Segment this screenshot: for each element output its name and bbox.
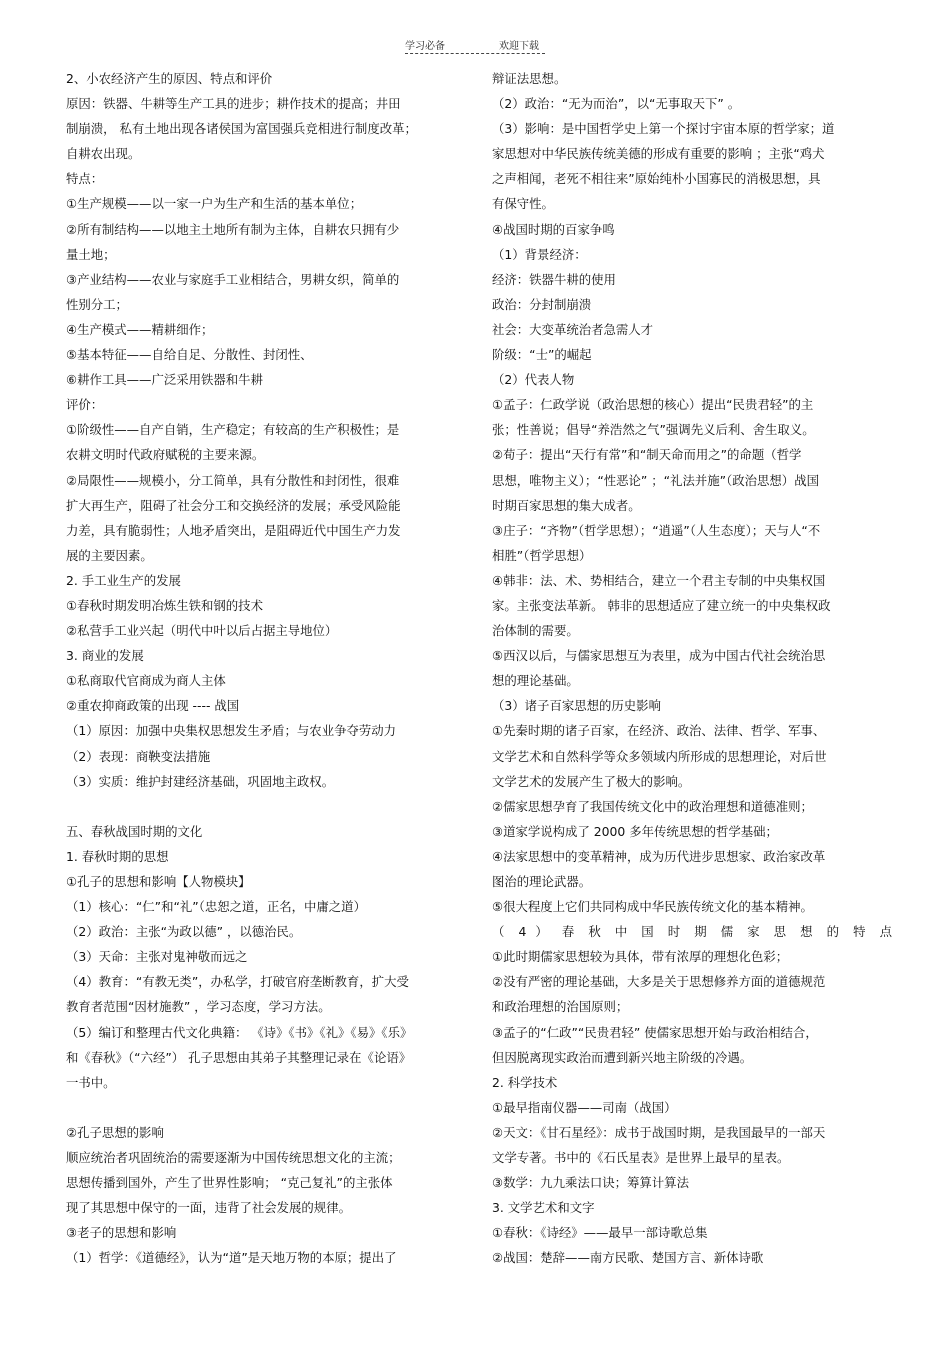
right-text-line: ①春秋：《诗经》——最早一部诗歌总集 — [492, 1225, 708, 1241]
left-text-line: 2、小农经济产生的原因、特点和评价 — [66, 71, 273, 86]
right-column — [492, 66, 892, 1271]
left-text-line: 量土地； — [66, 246, 116, 262]
left-text-line: 性别分工； — [66, 296, 128, 312]
right-text-line: 治体制的需要。 — [492, 623, 579, 639]
right-text-line: 但因脱离现实政治而遭到新兴地主阶级的冷遇。 — [492, 1049, 753, 1065]
right-text-line: ④战国时期的百家争鸣 — [492, 221, 615, 237]
right-text-line: ④韩非：法、术、势相结合，建立一个君主专制的中央集权国 — [492, 572, 826, 588]
left-text-line: （5）编订和整理古代文化典籍： 《诗》《书》《礼》《易》《乐》 — [66, 1024, 413, 1040]
right-text-line: 社会：大变革统治者急需人才 — [492, 321, 654, 337]
right-text-line: ①先秦时期的诸子百家，在经济、政治、法律、哲学、军事、 — [492, 723, 826, 739]
left-text-line: 农耕文明时代政府赋税的主要来源。 — [66, 447, 265, 463]
header-right-text: 欢迎下载 — [499, 41, 539, 52]
right-text-line: ③数学：九九乘法口诀；筹算计算法 — [492, 1175, 689, 1191]
right-text-line: ②战国：楚辞——南方民歌、楚国方言、新体诗歌 — [492, 1250, 764, 1266]
right-text-line: （3）影响：是中国哲学史上第一个探讨宇宙本原的哲学家；道 — [492, 121, 835, 137]
right-text-line: ⑤西汉以后，与儒家思想互为表里，成为中国古代社会统治思 — [492, 648, 826, 664]
right-text-line: 和政治理想的治国原则； — [492, 999, 629, 1015]
left-text-line: ⑤基本特征——自给自足、分散性、封闭性、 — [66, 347, 313, 363]
left-text-line: 扩大再生产，阻碍了社会分工和交换经济的发展；承受风险能 — [66, 497, 401, 513]
left-text-line: 制崩溃， 私有土地出现各诸侯国为富国强兵竞相进行制度改革； — [66, 121, 417, 137]
left-text-line: 顺应统治者巩固统治的需要逐渐为中国传统思想文化的主流； — [66, 1150, 401, 1166]
left-text-line: ②私营手工业兴起（明代中叶以后占据主导地位） — [66, 623, 338, 639]
left-text-line: ②局限性——规模小，分工简单，具有分散性和封闭性，很难 — [66, 472, 400, 488]
left-text-line: 评价： — [66, 397, 104, 413]
right-text-line: 辩证法思想。 — [492, 71, 567, 86]
right-text-line: 家。主张变法革新。 韩非的思想适应了建立统一的中央集权政 — [492, 597, 831, 613]
left-text-line: 自耕农出现。 — [66, 146, 141, 162]
left-text-line: 特点： — [66, 171, 104, 187]
left-text-line: 现了其思想中保守的一面，违背了社会发展的规律。 — [66, 1200, 351, 1216]
left-text-line: ②孔子思想的影响 — [66, 1124, 164, 1140]
right-text-line: ④法家思想中的变革精神，成为历代进步思想家、政治家改革 — [492, 848, 826, 864]
right-text-line: 政治：分封制崩溃 — [492, 296, 592, 312]
right-text-line: 想的理论基础。 — [492, 673, 579, 689]
right-text-line: 文学艺术的发展产生了极大的影响。 — [492, 773, 691, 789]
right-text-line: 阶级：“士”的崛起 — [492, 347, 592, 363]
left-text-line: （3）天命：主张对鬼神敬而远之 — [66, 949, 248, 965]
right-text-line: 张；性善说；倡导“养浩然之气”强调先义后利、舍生取义。 — [492, 422, 815, 438]
right-text-line: 思想，唯物主义）；“性恶论” ；“礼法并施”（政治思想）战国 — [492, 472, 819, 488]
right-text-line: 相胜”（哲学思想） — [492, 547, 592, 563]
right-text-line: 时期百家思想的集大成者。 — [492, 497, 641, 513]
right-text-line: 有保守性。 — [492, 196, 554, 212]
right-text-line: 2. 科学技术 — [492, 1074, 558, 1090]
left-text-line: ①春秋时期发明冶炼生铁和钢的技术 — [66, 597, 263, 613]
left-column — [66, 66, 456, 1271]
left-text-line: ⑥耕作工具——广泛采用铁器和牛耕 — [66, 372, 263, 388]
right-text-line: ②天文：《甘石星经》：成书于战国时期，是我国最早的一部天 — [492, 1124, 826, 1140]
right-text-line: 经济：铁器牛耕的使用 — [492, 271, 616, 287]
left-text-line: 2. 手工业生产的发展 — [66, 572, 181, 588]
left-text-line: ①孔子的思想和影响【人物模块】 — [66, 874, 251, 889]
right-text-line: ②荀子：提出“天行有常”和“制天命而用之”的命题（哲学 — [492, 447, 802, 463]
header-left-text: 学习必备 — [405, 41, 445, 52]
left-text-line: ①生产规模——以一家一户为生产和生活的基本单位； — [66, 196, 363, 212]
left-text-line: （1）原因：加强中央集权思想发生矛盾；与农业争夺劳动力 — [66, 723, 397, 739]
right-text-line: 家思想对中华民族传统美德的形成有重要的影响 ；主张“鸡犬 — [492, 146, 825, 162]
right-text-line: ③孟子的“仁政”“民贵君轻” 使儒家思想开始与政治相结合， — [492, 1024, 818, 1040]
right-text-line: （2）代表人物 — [492, 372, 575, 388]
left-text-line: 和《春秋》（“六经”） 孔子思想由其弟子其整理记录在《论语》 — [66, 1049, 412, 1065]
left-text-line: （3）实质：维护封建经济基础，巩固地主政权。 — [66, 773, 335, 789]
left-text-line: （1）哲学：《道德经》，认为“道”是天地万物的本原；提出了 — [66, 1250, 397, 1266]
left-text-line: ②所有制结构——以地主土地所有制为主体，自耕农只拥有少 — [66, 221, 400, 237]
right-text-line: 文学艺术和自然科学等众多领域内所形成的思想理论，对后世 — [492, 748, 827, 764]
right-text-line: ①孟子：仁政学说（政治思想的核心）提出“民贵君轻”的主 — [492, 397, 814, 413]
left-text-line — [66, 794, 456, 819]
right-text-line: ②没有严密的理论基础，大多是关于思想修养方面的道德规范 — [492, 974, 826, 990]
right-text-line: 图治的理论武器。 — [492, 874, 592, 889]
right-text-line: ③庄子：“齐物”（哲学思想）；“逍遥”（人生态度）；天与人“不 — [492, 522, 821, 538]
left-text-line: ①私商取代官商成为商人主体 — [66, 673, 226, 689]
right-text-line: （1）背景经济： — [492, 246, 587, 262]
left-text-line: 展的主要因素。 — [66, 547, 153, 563]
right-text-line: ③道家学说构成了 2000 多年传统思想的哲学基础； — [492, 823, 778, 839]
left-text-line: （1）核心：“仁”和“礼”（忠恕之道，正名，中庸之道） — [66, 899, 366, 915]
left-text-line: ②重农抑商政策的出现 ---- 战国 — [66, 698, 240, 714]
left-text-line: （4）教育：“有教无类”，办私学，打破官府垄断教育，扩大受 — [66, 974, 409, 990]
right-text-line: 3. 文学艺术和文字 — [492, 1200, 595, 1216]
left-text-line: 1. 春秋时期的思想 — [66, 848, 169, 864]
right-text-line: ⑤很大程度上它们共同构成中华民族传统文化的基本精神。 — [492, 899, 813, 915]
left-text-line: 原因：铁器、牛耕等生产工具的进步；耕作技术的提高；井田 — [66, 96, 401, 112]
right-text-line: （ 4 ） 春 秋 中 国 时 期 儒 家 思 想 的 特 点 — [492, 924, 892, 940]
left-text-line: ④生产模式——精耕细作； — [66, 321, 214, 337]
right-text-line: ①此时期儒家思想较为具体，带有浓厚的理想化色彩； — [492, 949, 789, 965]
left-text-line: ③老子的思想和影响 — [66, 1225, 177, 1241]
left-text-line: （2）表现：商鞅变法措施 — [66, 748, 211, 764]
left-text-line: 五、春秋战国时期的文化 — [66, 823, 203, 839]
left-text-line — [66, 1095, 456, 1120]
right-text-line: （2）政治：“无为而治”，以“无事取天下” 。 — [492, 96, 741, 112]
left-text-line: 力差，具有脆弱性；人地矛盾突出，是阻碍近代中国生产力发 — [66, 522, 401, 538]
header-divider — [405, 53, 545, 54]
left-text-line: 思想传播到国外，产生了世界性影响； “克己复礼”的主张体 — [66, 1175, 393, 1191]
left-text-line: 3. 商业的发展 — [66, 648, 144, 664]
right-text-line: （3）诸子百家思想的历史影响 — [492, 698, 661, 714]
left-text-line: ③产业结构——农业与家庭手工业相结合，男耕女织，简单的 — [66, 271, 400, 287]
right-text-line: ②儒家思想孕育了我国传统文化中的政治理想和道德准则； — [492, 798, 813, 814]
left-text-line: 教育者范围“因材施教” ，学习态度，学习方法。 — [66, 999, 331, 1015]
left-text-line: ①阶级性——自产自销，生产稳定；有较高的生产积极性；是 — [66, 422, 400, 438]
right-text-line: ①最早指南仪器——司南（战国） — [492, 1099, 677, 1115]
right-text-line: 之声相闻，老死不相往来”原始纯朴小国寡民的消极思想，具 — [492, 171, 821, 187]
left-text-line: 一书中。 — [66, 1074, 116, 1090]
right-text-line: 文学专著。书中的《石氏星表》是世界上最早的星表。 — [492, 1150, 790, 1166]
left-text-line: （2）政治：主张“为政以德” ，以德治民。 — [66, 924, 302, 940]
